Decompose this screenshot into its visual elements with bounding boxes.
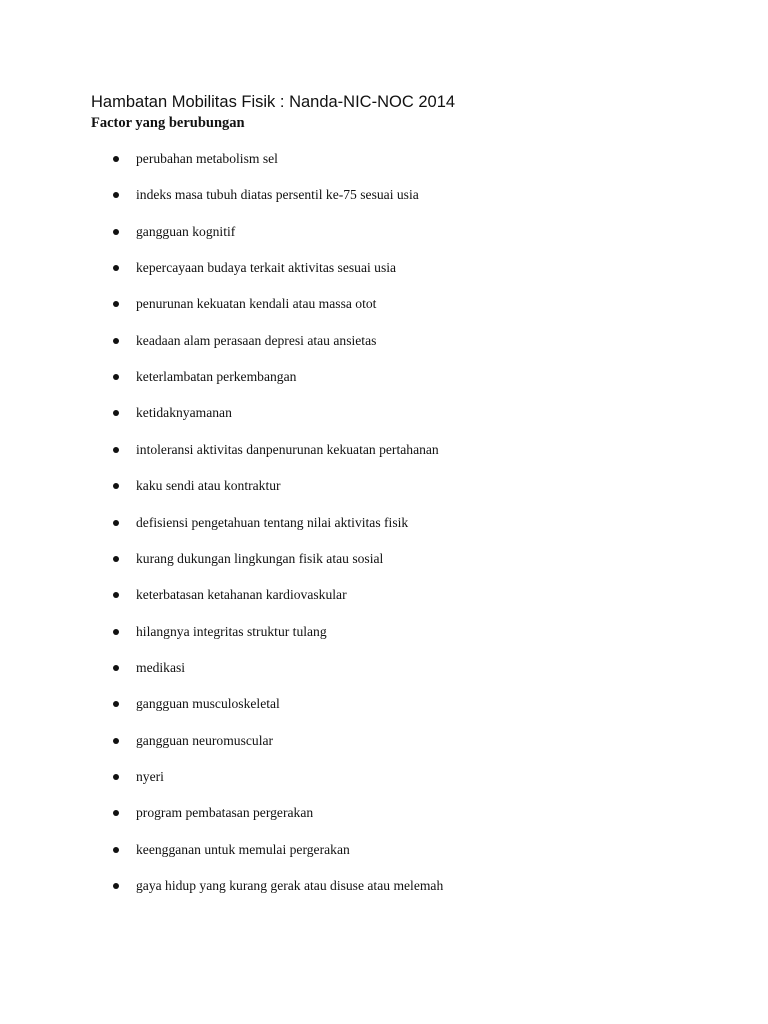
bullet-icon bbox=[113, 447, 119, 453]
bullet-icon bbox=[113, 338, 119, 344]
list-item-text: keterbatasan ketahanan kardiovaskular bbox=[136, 587, 347, 602]
list-item-text: penurunan kekuatan kendali atau massa otot bbox=[136, 296, 377, 311]
bullet-icon bbox=[113, 883, 119, 889]
bullet-icon bbox=[113, 738, 119, 744]
bullet-icon bbox=[113, 301, 119, 307]
bullet-icon bbox=[113, 265, 119, 271]
list-item-text: nyeri bbox=[136, 769, 164, 784]
list-item-text: keengganan untuk memulai pergerakan bbox=[136, 842, 350, 857]
list-item-text: perubahan metabolism sel bbox=[136, 151, 278, 166]
list-item-text: keadaan alam perasaan depresi atau ansietas bbox=[136, 333, 377, 348]
bullet-icon bbox=[113, 847, 119, 853]
bullet-icon bbox=[113, 556, 119, 562]
list-item-text: gangguan musculoskeletal bbox=[136, 696, 280, 711]
list-item-text: program pembatasan pergerakan bbox=[136, 805, 314, 820]
bullet-icon bbox=[113, 192, 119, 198]
bullet-icon bbox=[113, 701, 119, 707]
bullet-icon bbox=[113, 592, 119, 598]
list-item-text: kepercayaan budaya terkait aktivitas sesuai usia bbox=[136, 260, 397, 275]
list-item-text: defisiensi pengetahuan tentang nilai aktivitas fisik bbox=[136, 515, 409, 530]
list-item-text: intoleransi aktivitas danpenurunan kekuatan pertahanan bbox=[136, 442, 439, 457]
list-item-text: gangguan kognitif bbox=[136, 224, 236, 239]
bullet-icon bbox=[113, 410, 119, 416]
document-title: Hambatan Mobilitas Fisik : Nanda-NIC-NOC 2014 bbox=[91, 93, 456, 111]
list-item-text: indeks masa tubuh diatas persentil ke-75 sesuai usia bbox=[136, 187, 419, 202]
section-subtitle: Factor yang berubungan bbox=[91, 115, 245, 131]
bullet-icon bbox=[113, 374, 119, 380]
bullet-icon bbox=[113, 156, 119, 162]
list-item-text: medikasi bbox=[136, 660, 186, 675]
bullet-icon bbox=[113, 810, 119, 816]
list-item-text: gaya hidup yang kurang gerak atau disuse atau melemah bbox=[136, 878, 444, 893]
bullet-icon bbox=[113, 520, 119, 526]
list-item-text: keterlambatan perkembangan bbox=[136, 369, 297, 384]
list-item-text: gangguan neuromuscular bbox=[136, 733, 274, 748]
bullet-icon bbox=[113, 483, 119, 489]
bullet-icon bbox=[113, 229, 119, 235]
list-item-text: kaku sendi atau kontraktur bbox=[136, 478, 281, 493]
bullet-icon bbox=[113, 774, 119, 780]
list-item-text: kurang dukungan lingkungan fisik atau sosial bbox=[136, 551, 384, 566]
bullet-icon bbox=[113, 629, 119, 635]
list-item-text: ketidaknyamanan bbox=[136, 405, 232, 420]
bullet-icon bbox=[113, 665, 119, 671]
list-item-text: hilangnya integritas struktur tulang bbox=[136, 624, 327, 639]
